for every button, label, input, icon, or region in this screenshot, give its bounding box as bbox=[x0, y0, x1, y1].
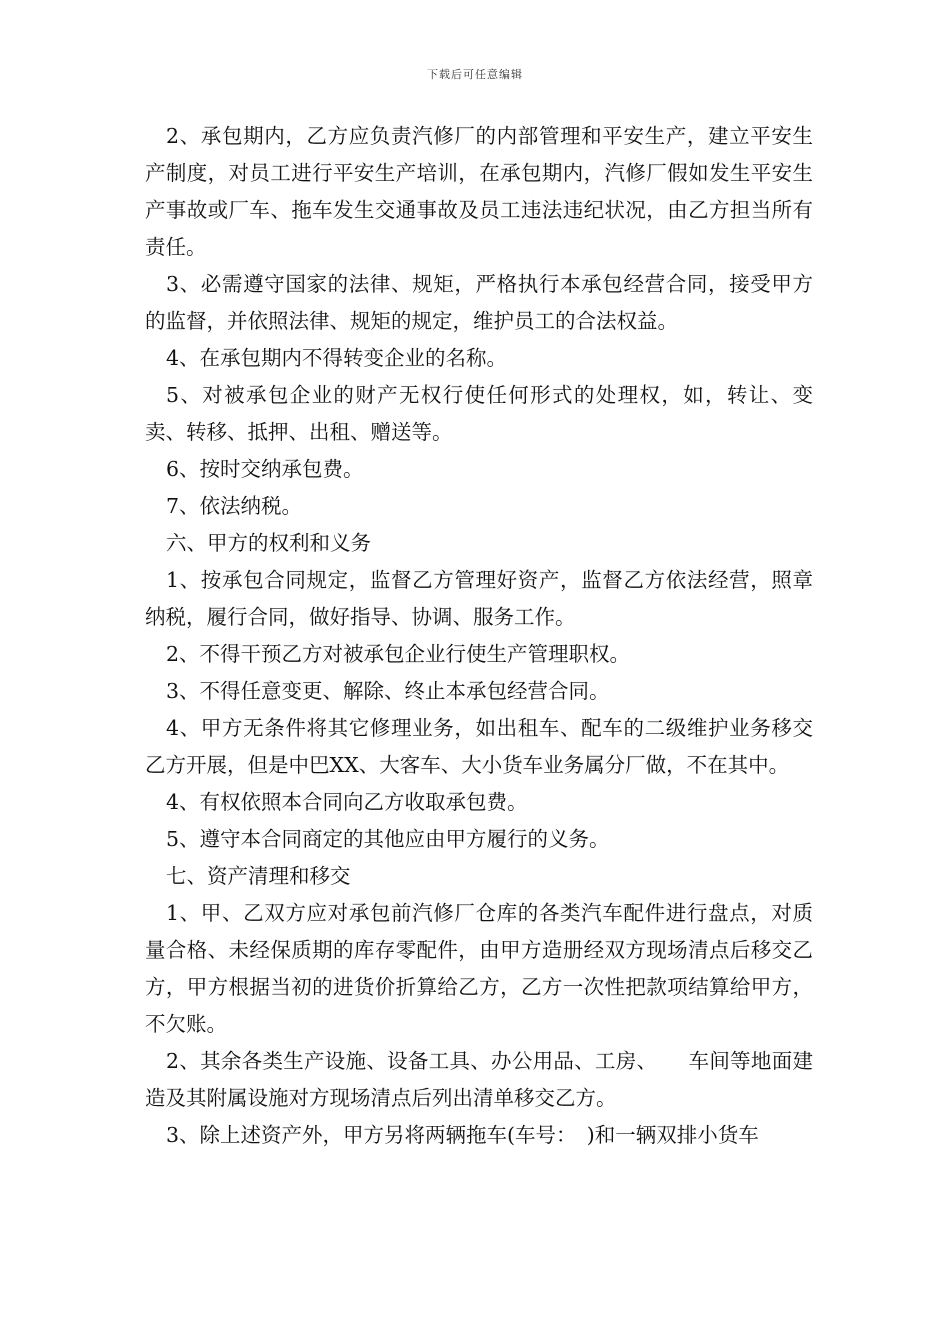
paragraph-7-pay-tax: 7、依法纳税。 bbox=[166, 494, 303, 518]
paragraph-5-no-disposal: 5、对被承包企业的财产无权行使任何形式的处理权，如，转让、变卖、转移、抵押、出租、赠送等。 bbox=[145, 383, 813, 444]
paragraph-jiafang-4-transfer-business: 4、甲方无条件将其它修理业务，如出租车、配车的二级维护业务移交乙方开展，但是中巴XX、大客车、大小货车业务属分厂做，不在其中。 bbox=[145, 716, 813, 777]
paragraph-2-yifang-safety: 2、承包期内，乙方应负责汽修厂的内部管理和平安生产，建立平安生产制度，对员工进行平安生产培训，在承包期内，汽修厂假如发生平安生产事故或厂车、拖车发生交通事故及员工违法违纪状况，由乙方担当所有责任。 bbox=[145, 124, 813, 259]
paragraph-jiafang-5-other-duties: 5、遵守本合同商定的其他应由甲方履行的义务。 bbox=[166, 827, 610, 851]
paragraph-asset-2-facilities: 2、其余各类生产设施、设备工具、办公用品、工房、 车间等地面建造及其附属设施对方现场清点后列出清单移交乙方。 bbox=[145, 1049, 813, 1110]
section-heading-jiafang-rights: 六、甲方的权利和义务 bbox=[166, 531, 371, 555]
paragraph-3-comply-law: 3、必需遵守国家的法律、规矩，严格执行本承包经营合同，接受甲方的监督，并依照法律、规矩的规定，维护员工的合法权益。 bbox=[145, 272, 813, 333]
paragraph-jiafang-1-supervise: 1、按承包合同规定，监督乙方管理好资产，监督乙方依法经营，照章纳税，履行合同，做好指导、协调、服务工作。 bbox=[145, 568, 813, 629]
document-body bbox=[145, 118, 813, 1154]
paragraph-4-keep-name: 4、在承包期内不得转变企业的名称。 bbox=[166, 346, 508, 370]
paragraph-jiafang-4-collect-fee: 4、有权依照本合同向乙方收取承包费。 bbox=[166, 790, 528, 814]
section-heading-asset-transfer: 七、资产清理和移交 bbox=[166, 864, 351, 888]
paragraph-asset-3-vehicles: 3、除上述资产外，甲方另将两辆拖车(车号： )和一辆双排小货车 bbox=[166, 1123, 759, 1147]
paragraph-asset-1-inventory: 1、甲、乙双方应对承包前汽修厂仓库的各类汽车配件进行盘点，对质量合格、未经保质期的库存零配件，由甲方造册经双方现场清点后移交乙方，甲方根据当初的进货价折算给乙方，乙方一次性把款项结算给甲方，不欠账。 bbox=[145, 901, 813, 1036]
paragraph-6-pay-fee: 6、按时交纳承包费。 bbox=[166, 457, 364, 481]
page-header: 下载后可任意编辑 bbox=[427, 68, 523, 81]
paragraph-jiafang-3-no-change: 3、不得任意变更、解除、终止本承包经营合同。 bbox=[166, 679, 610, 703]
paragraph-jiafang-2-no-interfere: 2、不得干预乙方对被承包企业行使生产管理职权。 bbox=[166, 642, 631, 666]
